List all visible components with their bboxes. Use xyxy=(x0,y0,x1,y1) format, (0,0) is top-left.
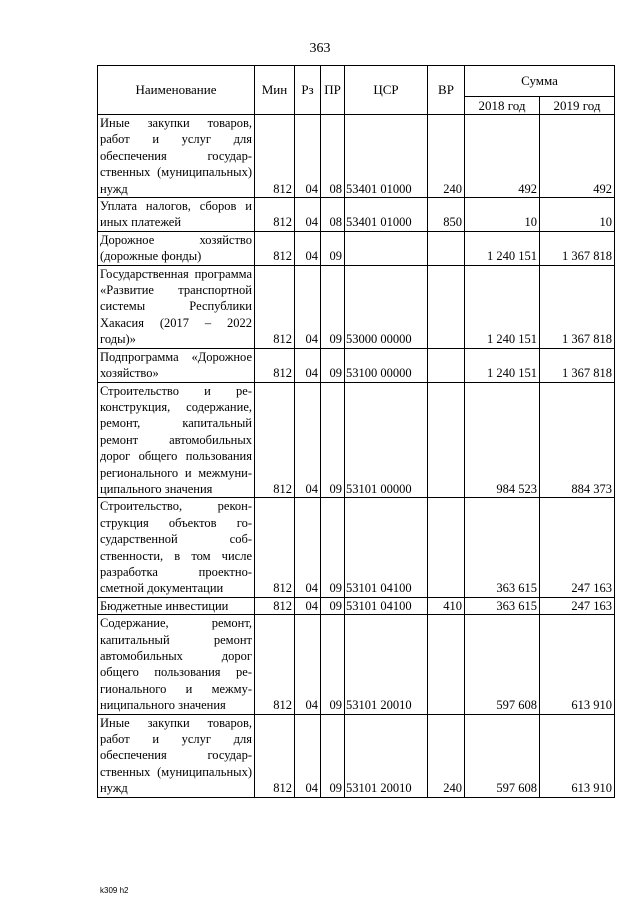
row-pr: 08 xyxy=(321,198,345,232)
row-sum-2019: 492 xyxy=(540,115,615,198)
row-sum-2019: 1 367 818 xyxy=(540,231,615,265)
row-vr xyxy=(428,382,465,498)
header-min: Мин xyxy=(255,66,295,115)
row-name: Дорожное хозяйство (дорожные фонды) xyxy=(98,231,255,265)
row-min: 812 xyxy=(255,382,295,498)
table-row xyxy=(98,115,615,198)
row-sum-2018: 492 xyxy=(465,115,540,198)
row-rz: 04 xyxy=(295,231,321,265)
table-row xyxy=(98,714,615,797)
row-name: Уплата налогов, сборов и иных платежей xyxy=(98,198,255,232)
header-pr: ПР xyxy=(321,66,345,115)
row-name: Бюджетные инвестиции xyxy=(98,597,255,614)
row-sum-2018: 1 240 151 xyxy=(465,348,540,382)
row-rz: 04 xyxy=(295,382,321,498)
row-min: 812 xyxy=(255,498,295,597)
header-year-2018: 2018 год xyxy=(465,97,540,115)
row-min: 812 xyxy=(255,348,295,382)
row-sum-2019: 884 373 xyxy=(540,382,615,498)
row-vr xyxy=(428,265,465,348)
table-row xyxy=(98,382,615,498)
row-pr: 09 xyxy=(321,348,345,382)
table-row xyxy=(98,615,615,714)
row-name: Иные закупки товаров, работ и услуг для обеспечения государственных (муниципальных) нужд xyxy=(98,115,255,198)
header-vr: ВР xyxy=(428,66,465,115)
row-name: Государственная программа «Развитие транспортной системы Республики Хакасия (2017 – 2022 годы)» xyxy=(98,265,255,348)
table-row xyxy=(98,498,615,597)
row-rz: 04 xyxy=(295,265,321,348)
row-sum-2019: 10 xyxy=(540,198,615,232)
row-csr: 53101 04100 xyxy=(345,498,428,597)
row-rz: 04 xyxy=(295,615,321,714)
row-sum-2018: 984 523 xyxy=(465,382,540,498)
row-csr xyxy=(345,231,428,265)
row-csr: 53000 00000 xyxy=(345,265,428,348)
row-vr: 240 xyxy=(428,115,465,198)
table-row xyxy=(98,198,615,232)
header-sum: Сумма xyxy=(465,66,615,97)
row-sum-2018: 363 615 xyxy=(465,597,540,614)
row-rz: 04 xyxy=(295,714,321,797)
row-pr: 08 xyxy=(321,115,345,198)
row-pr: 09 xyxy=(321,382,345,498)
row-rz: 04 xyxy=(295,597,321,614)
row-vr xyxy=(428,615,465,714)
row-csr: 53401 01000 xyxy=(345,198,428,232)
row-vr xyxy=(428,498,465,597)
header-rz: Рз xyxy=(295,66,321,115)
row-sum-2019: 613 910 xyxy=(540,615,615,714)
row-vr xyxy=(428,231,465,265)
budget-table xyxy=(97,65,615,798)
table-row xyxy=(98,348,615,382)
row-sum-2019: 247 163 xyxy=(540,498,615,597)
row-sum-2019: 1 367 818 xyxy=(540,265,615,348)
row-csr: 53101 00000 xyxy=(345,382,428,498)
footer-code: k309 h2 xyxy=(100,886,129,895)
row-min: 812 xyxy=(255,198,295,232)
row-csr: 53401 01000 xyxy=(345,115,428,198)
row-rz: 04 xyxy=(295,348,321,382)
row-csr: 53101 04100 xyxy=(345,597,428,614)
row-csr: 53101 20010 xyxy=(345,714,428,797)
row-rz: 04 xyxy=(295,498,321,597)
row-min: 812 xyxy=(255,115,295,198)
row-min: 812 xyxy=(255,615,295,714)
row-name: Строительство и реконструкция, содержание, ремонт, капитальный ремонт автомобильных дорог общего пользования регионального и межмуниципального значения xyxy=(98,382,255,498)
table-body xyxy=(98,115,615,798)
row-rz: 04 xyxy=(295,198,321,232)
row-sum-2019: 613 910 xyxy=(540,714,615,797)
row-vr: 240 xyxy=(428,714,465,797)
row-pr: 09 xyxy=(321,714,345,797)
row-min: 812 xyxy=(255,597,295,614)
row-name: Подпрограмма «Дорожное хозяйство» xyxy=(98,348,255,382)
page-number: 363 xyxy=(309,41,331,56)
header-csr: ЦСР xyxy=(345,66,428,115)
row-sum-2018: 597 608 xyxy=(465,714,540,797)
table-row xyxy=(98,265,615,348)
row-sum-2018: 597 608 xyxy=(465,615,540,714)
row-csr: 53101 20010 xyxy=(345,615,428,714)
table-row xyxy=(98,597,615,614)
row-name: Содержание, ремонт, капитальный ремонт автомобильных дорог общего пользования регионального и межмуниципального значения xyxy=(98,615,255,714)
row-pr: 09 xyxy=(321,498,345,597)
row-name: Иные закупки товаров, работ и услуг для обеспечения государственных (муниципальных) нужд xyxy=(98,714,255,797)
row-sum-2018: 1 240 151 xyxy=(465,265,540,348)
row-min: 812 xyxy=(255,231,295,265)
header-year-2019: 2019 год xyxy=(540,97,615,115)
table-row xyxy=(98,231,615,265)
row-vr: 850 xyxy=(428,198,465,232)
row-csr: 53100 00000 xyxy=(345,348,428,382)
row-min: 812 xyxy=(255,265,295,348)
row-sum-2018: 10 xyxy=(465,198,540,232)
row-sum-2018: 1 240 151 xyxy=(465,231,540,265)
row-pr: 09 xyxy=(321,597,345,614)
row-pr: 09 xyxy=(321,231,345,265)
row-sum-2018: 363 615 xyxy=(465,498,540,597)
row-vr: 410 xyxy=(428,597,465,614)
row-name: Строительство, реконструкция объектов государственной собственности, в том числе разработка проектно-сметной документации xyxy=(98,498,255,597)
header-name: Наименование xyxy=(98,66,255,115)
row-min: 812 xyxy=(255,714,295,797)
row-vr xyxy=(428,348,465,382)
row-pr: 09 xyxy=(321,265,345,348)
row-sum-2019: 247 163 xyxy=(540,597,615,614)
row-sum-2019: 1 367 818 xyxy=(540,348,615,382)
row-rz: 04 xyxy=(295,115,321,198)
row-pr: 09 xyxy=(321,615,345,714)
